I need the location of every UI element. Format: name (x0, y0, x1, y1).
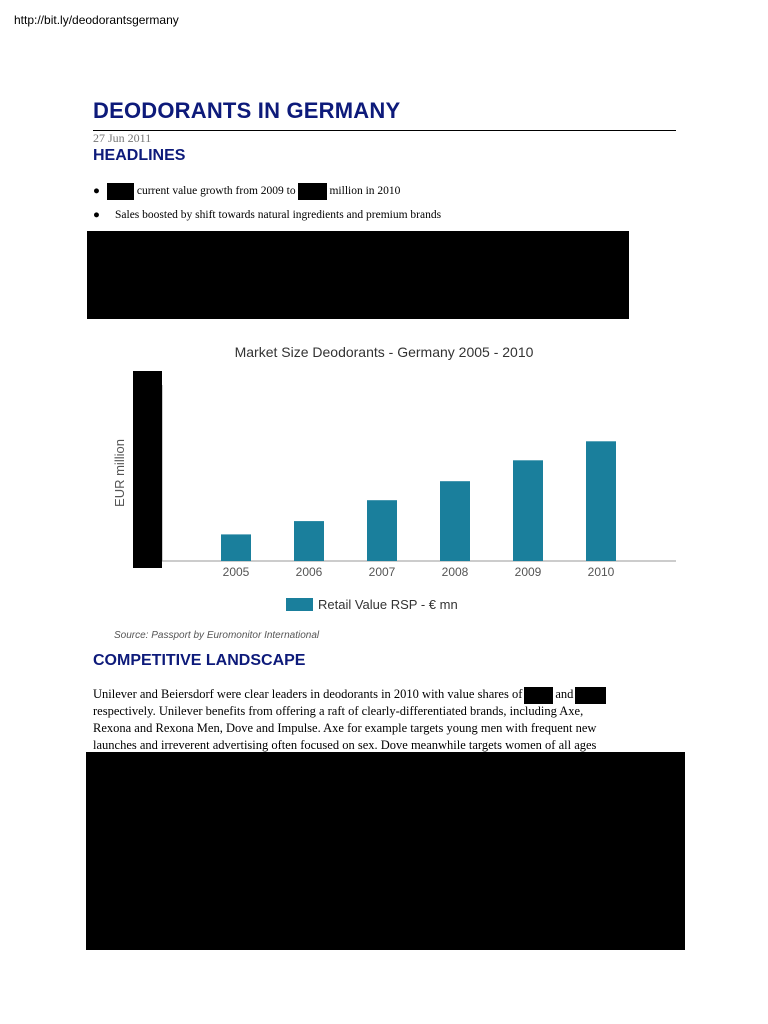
para-line-3: Rexona and Rexona Men, Dove and Impulse. Axe for example targets young men with frequent new (93, 721, 597, 735)
chart-source: Source: Passport by Euromonitor International (114, 630, 320, 641)
redacted-value (575, 687, 606, 704)
source-url[interactable]: http://bit.ly/deodorantsgermany (14, 13, 179, 27)
bar-2008 (440, 481, 470, 561)
page-title: DEODORANTS IN GERMANY (93, 98, 401, 123)
x-tick-label: 2009 (514, 565, 542, 579)
redacted-value (524, 687, 553, 704)
bar-2007 (367, 500, 397, 561)
y-axis-label: EUR million (112, 439, 127, 507)
para-text: Unilever and Beiersdorf were clear leaders in deodorants in 2010 with value shares of (93, 687, 523, 701)
x-tick-label: 2005 (222, 565, 250, 579)
x-tick-label: 2008 (441, 565, 469, 579)
bullet-marker: ● (93, 185, 100, 198)
x-tick-label: 2010 (587, 565, 615, 579)
para-line-1 (93, 686, 683, 703)
x-tick-label: 2006 (295, 565, 323, 579)
bar-2009 (513, 460, 543, 561)
publish-date: 27 Jun 2011 (93, 131, 152, 145)
bullet-text-part: current value growth from 2009 to (136, 185, 296, 198)
bar-2005 (221, 534, 251, 561)
legend-label: Retail Value RSP - € mn (318, 597, 458, 612)
bullet-text: Sales boosted by shift towards natural ingredients and premium brands (115, 209, 442, 221)
x-tick-label: 2007 (368, 565, 396, 579)
para-line-4: launches and irreverent advertising often focused on sex. Dove meanwhile targets women of all ages (93, 738, 597, 752)
competitive-heading: COMPETITIVE LANDSCAPE (93, 652, 306, 669)
headlines-heading: HEADLINES (93, 147, 186, 164)
legend-swatch (286, 598, 313, 611)
bar-2010 (586, 441, 616, 561)
bar-2006 (294, 521, 324, 561)
bullet-marker: ● (93, 209, 100, 221)
bullet-text-part: million in 2010 (329, 185, 401, 198)
para-line-2: respectively. Unilever benefits from offering a raft of clearly-differentiated brands, including Axe, (93, 704, 584, 718)
chart-title: Market Size Deodorants - Germany 2005 - 2010 (234, 344, 534, 360)
redacted-y-ticks (133, 371, 162, 568)
competitive-paragraph (93, 686, 683, 754)
para-text: and (555, 687, 574, 701)
redacted-block (86, 752, 685, 950)
